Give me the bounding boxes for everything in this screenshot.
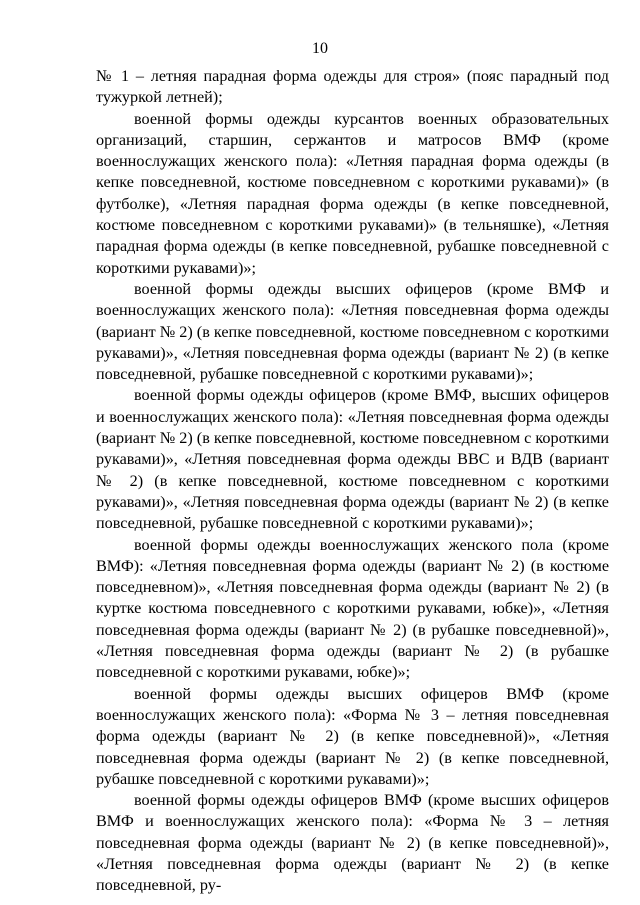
paragraph-continuation: № 1 – летняя парадная форма одежды для строя» (пояс парадный под тужуркой летней); — [96, 67, 609, 107]
paragraph: военной формы одежды высших офицеров ВМФ (кроме военнослужащих женского пола): «Форма № 3 – летняя повседневная форма одежды (вариант № 2) (в кепке повседневной)», «Летняя повседневная форма одежды (вариант № 2) (в кепке повседневной, рубашке повседневной с короткими рукавами)»; — [96, 684, 609, 788]
document-body — [96, 66, 609, 897]
paragraph: военной формы одежды военнослужащих женского пола (кроме ВМФ): «Летняя повседневная форма одежды (вариант № 2) (в костюме повседневном)», «Летняя повседневная форма одежды (вариант № 2) (в куртке костюма повседневного с короткими рукавами, юбке)», «Летняя повседневная форма одежды (вариант № 2) (в рубашке повседневной)», «Летняя повседневная форма одежды (вариант № 2) (в рубашке повседневной с короткими рукавами, юбке)»; — [96, 535, 609, 682]
paragraph: военной формы одежды высших офицеров (кроме ВМФ и военнослужащих женского пола): «Летняя повседневная форма одежды (вариант № 2) (в кепке повседневной, костюме повседневном с короткими рукавами)», «Летняя повседневная форма одежды (вариант № 2) (в кепке повседневной, рубашке повседневной с короткими рукавами)»; — [96, 279, 609, 384]
paragraph: военной формы одежды курсантов военных образовательных организаций, старшин, сержантов и матросов ВМФ (кроме военнослужащих женского пола): «Летняя парадная форма одежды (в кепке повседневной, костюме повседневном с короткими рукавами)» (в футболке), «Летняя парадная форма одежды (в кепке повседневной, костюме повседневном с короткими рукавами)» (в тельняшке), «Летняя парадная форма одежды (в кепке повседневной, рубашке повседневной с короткими рукавами)»; — [96, 109, 609, 277]
page-number: 10 — [312, 40, 328, 57]
paragraph: военной формы одежды офицеров ВМФ (кроме высших офицеров ВМФ и военнослужащих женского пола): «Форма № 3 – летняя повседневная форма одежды (вариант № 2) (в кепке повседневной)», «Летняя повседневная форма одежды (вариант № 2) (в кепке повседневной, ру- — [96, 791, 609, 895]
paragraph: военной формы одежды офицеров (кроме ВМФ, высших офицеров и военнослужащих женского пола): «Летняя повседневная форма одежды (вариант № 2) (в кепке повседневной, костюме повседневном с короткими рукавами)», «Летняя повседневная форма одежды ВВС и ВДВ (вариант № 2) (в кепке повседневной, костюме повседневном с короткими рукавами)», «Летняя повседневная форма одежды (вариант № 2) (в кепке повседневной, рубашке повседневной с короткими рукавами)»; — [96, 386, 609, 533]
